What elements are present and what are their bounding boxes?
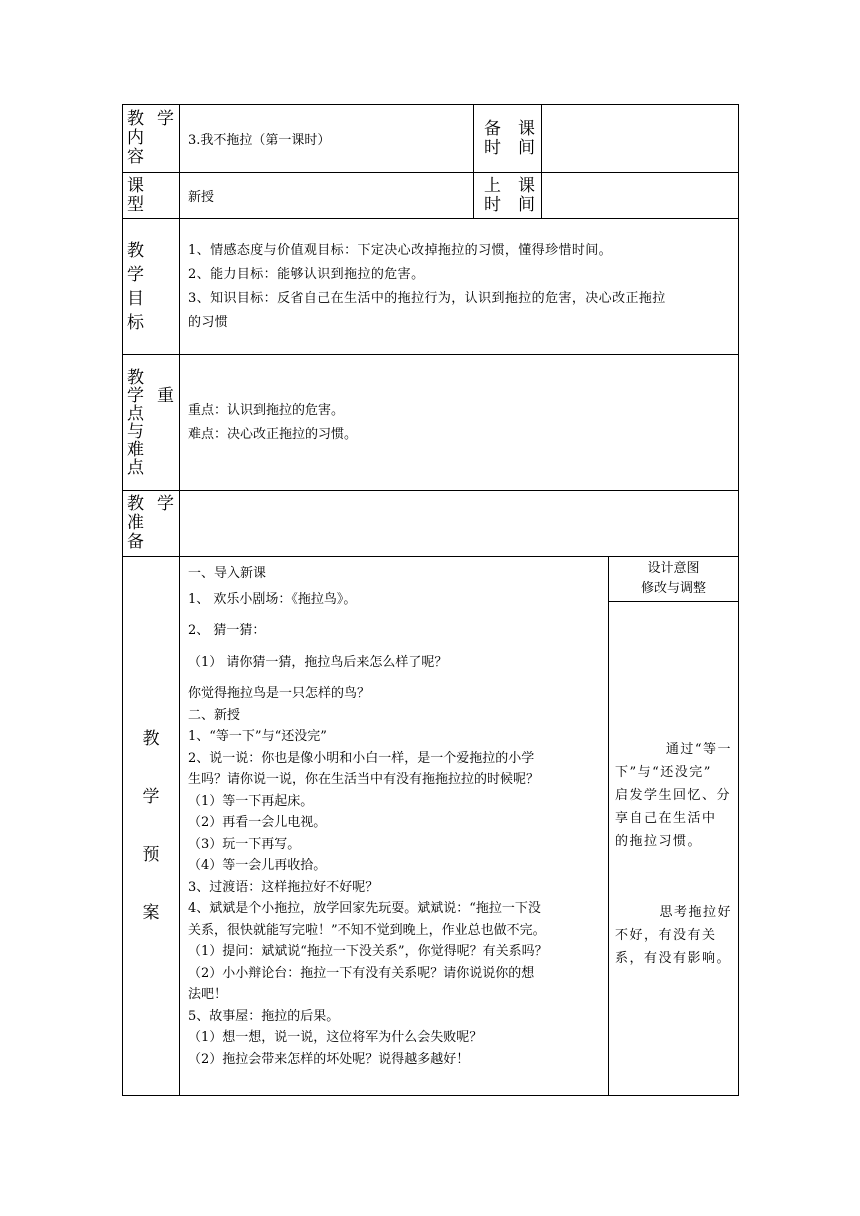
plan-line: 法吧！	[188, 987, 228, 1002]
plan-line: （2）小小辩论台：拖拉一下有没有关系呢？请你说说你的想	[188, 965, 535, 981]
lesson-type-value: 新授	[180, 173, 474, 219]
prep-time-value	[542, 105, 739, 173]
objectives-content	[180, 219, 739, 355]
design-intent-heading: 设计意图 修改与调整	[609, 557, 739, 602]
plan-line: （2）拖拉会带来怎样的坏处呢？说得越多越好！	[188, 1051, 470, 1067]
label-plan: 教 学 预 案	[123, 557, 180, 1096]
difficult-point: 难点：决心改正拖拉的习惯。	[188, 426, 358, 442]
label-class-time: 上 课 时 间	[474, 173, 542, 219]
row-objectives	[123, 219, 739, 355]
lesson-plan-page	[122, 104, 738, 1096]
row-lesson-type	[123, 173, 739, 219]
plan-line: 1、“等一下”与“还没完”	[188, 729, 327, 744]
plan-line: 2、说一说：你也是像小明和小白一样，是一个爱拖拉的小学	[188, 750, 535, 766]
plan-line: 二、新授	[188, 707, 241, 723]
row-lesson-content	[123, 105, 739, 173]
plan-line: （3）玩一下再写。	[188, 836, 301, 852]
label-lesson-content: 教 学 内 容	[123, 105, 180, 173]
row-plan	[123, 557, 739, 602]
class-time-value	[542, 173, 739, 219]
plan-line: 5、故事屋：拖拉的后果。	[188, 1008, 340, 1024]
objective-item: 的习惯	[188, 314, 229, 330]
design-notes	[609, 602, 739, 1096]
design-note-1: 通过“等一 下”与“还没完” 启发学生回忆、分 享自己在生活中 的拖拉习惯。	[615, 742, 732, 849]
row-preparation	[123, 491, 739, 557]
key-point: 重点：认识到拖拉的危害。	[188, 402, 345, 418]
label-objectives: 教 学 目 标	[123, 219, 180, 355]
lesson-title: 3.我不拖拉（第一课时）	[180, 105, 474, 173]
label-preparation: 教 学 准 备	[123, 491, 180, 557]
objective-item: 3、知识目标：反省自己在生活中的拖拉行为，认识到拖拉的危害，决心改正拖拉	[188, 290, 666, 306]
plan-line: 一、导入新课	[188, 566, 267, 581]
plan-line: 3、过渡语：这样拖拉好不好呢？	[188, 879, 379, 895]
lesson-plan-table	[122, 104, 739, 1096]
focus-content	[180, 355, 739, 491]
plan-line: （1）想一想，说一说，这位将军为什么会失败呢？	[188, 1030, 483, 1045]
plan-line: （4）等一会儿再收拾。	[188, 858, 327, 873]
objective-item: 2、能力目标：能够认识到拖拉的危害。	[188, 266, 425, 282]
label-lesson-type: 课 型	[123, 173, 180, 219]
plan-line: 你觉得拖拉鸟是一只怎样的鸟？	[188, 686, 371, 701]
plan-line: 生吗？请你说一说，你在生活当中有没有拖拖拉拉的时候呢？	[188, 772, 540, 787]
preparation-content	[180, 491, 739, 557]
design-note-2: 思考拖拉好 不好，有没有关 系，有没有影响。	[615, 905, 732, 966]
plan-line: （1）等一下再起床。	[188, 793, 314, 809]
objective-item: 1、情感态度与价值观目标：下定决心改掉拖拉的习惯，懂得珍惜时间。	[188, 242, 613, 258]
row-focus	[123, 355, 739, 491]
plan-line: 1、 欢乐小剧场：《拖拉鸟》。	[188, 591, 357, 607]
plan-line: （1）提问：斌斌说“拖拉一下没关系”，你觉得呢？有关系吗？	[188, 944, 548, 959]
label-focus: 教 学 重 点 与 难 点	[123, 355, 180, 491]
plan-line: （2）再看一会儿电视。	[188, 815, 327, 830]
plan-line: 关系，很快就能写完啦！”不知不觉到晚上，作业总也做不完。	[188, 922, 546, 938]
label-prep-time: 备 课 时 间	[474, 105, 542, 173]
plan-content	[180, 557, 609, 1096]
plan-line: 4、斌斌是个小拖拉，放学回家先玩耍。斌斌说：“拖拉一下没	[188, 901, 541, 916]
plan-line: 2、 猜一猜：	[188, 623, 266, 638]
plan-line: （1） 请你猜一猜，拖拉鸟后来怎么样了呢？	[188, 654, 448, 670]
